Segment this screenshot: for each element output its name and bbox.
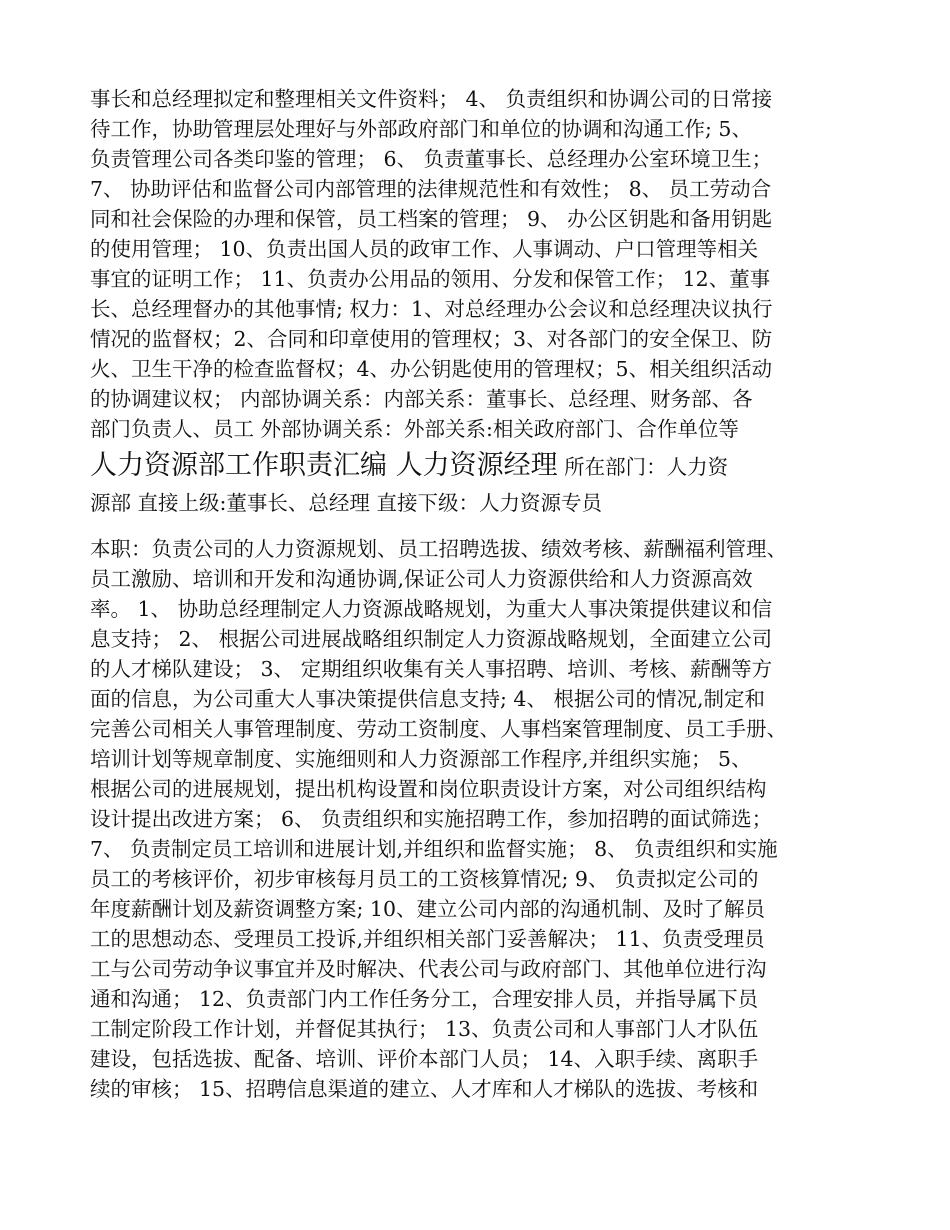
- text-line: 事宜的证明工作； 11、负责办公用品的领用、分发和保管工作； 12、董事: [90, 267, 771, 291]
- text-line: 面的信息，为公司重大人事决策提供信息支持; 4、 根据公司的情况,制定和: [90, 687, 765, 711]
- section-hr-duties: [90, 534, 880, 1104]
- section-admin-duties: [90, 84, 880, 444]
- text-line: 的协调建议权； 内部协调关系：内部关系：董事长、总经理、财务部、各: [90, 387, 753, 411]
- text-line: 率。 1、 协助总经理制定人力资源战略规划，为重大人事决策提供建议和信: [90, 597, 773, 621]
- text-line: 工的思想动态、受理员工投诉,并组织相关部门妥善解决； 11、负责受理员: [90, 927, 765, 951]
- text-line: 事长和总经理拟定和整理相关文件资料； 4、 负责组织和协调公司的日常接: [90, 87, 773, 111]
- text-line: 根据公司的进展规划，提出机构设置和岗位职责设计方案，对公司组织结构: [90, 777, 767, 801]
- text-line: 待工作，协助管理层处理好与外部政府部门和单位的协调和沟通工作; 5、: [90, 117, 752, 141]
- text-line: 长、总经理督办的其他事情; 权力：1、对总经理办公会议和总经理决议执行: [90, 297, 773, 321]
- text-line: 息支持； 2、 根据公司进展战略组织制定人力资源战略规划，全面建立公司: [90, 627, 773, 651]
- text-line: 完善公司相关人事管理制度、劳动工资制度、人事档案管理制度、员工手册、: [90, 717, 787, 741]
- text-line: 建设，包括选拔、配备、培训、评价本部门人员； 14、入职手续、离职手: [90, 1047, 759, 1071]
- text-line: 本职：负责公司的人力资源规划、员工招聘选拔、绩效考核、薪酬福利管理、: [90, 537, 787, 561]
- text-line: 员工激励、培训和开发和沟通协调,保证公司人力资源供给和人力资源高效: [90, 567, 753, 591]
- text-line: 火、卫生干净的检查监督权；4、办公钥匙使用的管理权；5、相关组织活动: [90, 357, 773, 381]
- text-line: 员工的考核评价，初步审核每月员工的工资核算情况; 9、 负责拟定公司的: [90, 867, 759, 891]
- hr-heading: [90, 444, 880, 524]
- text-line: 负责管理公司各类印鉴的管理； 6、 负责董事长、总经理办公室环境卫生；: [90, 147, 773, 171]
- document-page: [90, 84, 880, 1104]
- text-line: 培训计划等规章制度、实施细则和人力资源部工作程序,并组织实施； 5、: [90, 747, 752, 771]
- text-line: 的人才梯队建设； 3、 定期组织收集有关人事招聘、培训、考核、薪酬等方: [90, 657, 773, 681]
- text-line: 情况的监督权；2、合同和印章使用的管理权；3、对各部门的安全保卫、防: [90, 327, 773, 351]
- heading-line: [90, 444, 880, 488]
- text-line: 的使用管理； 10、负责出国人员的政审工作、人事调动、户口管理等相关: [90, 237, 759, 261]
- text-line: 7、 负责制定员工培训和进展计划,并组织和监督实施； 8、 负责组织和实施: [90, 837, 778, 861]
- text-line: 7、 协助评估和监督公司内部管理的法律规范性和有效性； 8、 员工劳动合: [90, 177, 772, 201]
- text-line: 部门负责人、员工 外部协调关系：外部关系:相关政府部门、合作单位等: [90, 417, 739, 441]
- text-line: 工制定阶段工作计划，并督促其执行； 13、负责公司和人事部门人才队伍: [90, 1017, 759, 1041]
- text-line: 同和社会保险的办理和保管，员工档案的管理； 9、 办公区钥匙和备用钥匙: [90, 207, 773, 231]
- section-title: 人力资源部工作职责汇编 人力资源经理: [90, 450, 558, 481]
- text-line: 通和沟通； 12、负责部门内工作任务分工，合理安排人员，并指导属下员: [90, 987, 759, 1011]
- heading-line-2: 源部 直接上级:董事长、总经理 直接下级：人力资源专员: [90, 491, 602, 515]
- text-line: 续的审核； 15、招聘信息渠道的建立、人才库和人才梯队的选拔、考核和: [90, 1077, 759, 1101]
- text-line: 设计提出改进方案； 6、 负责组织和实施招聘工作，参加招聘的面试筛选；: [90, 807, 773, 831]
- text-line: 工与公司劳动争议事宜并及时解决、代表公司与政府部门、其他单位进行沟: [90, 957, 767, 981]
- heading-dept-text: 所在部门：人力资: [557, 455, 729, 479]
- text-line: 年度薪酬计划及薪资调整方案; 10、建立公司内部的沟通机制、及时了解员: [90, 897, 766, 921]
